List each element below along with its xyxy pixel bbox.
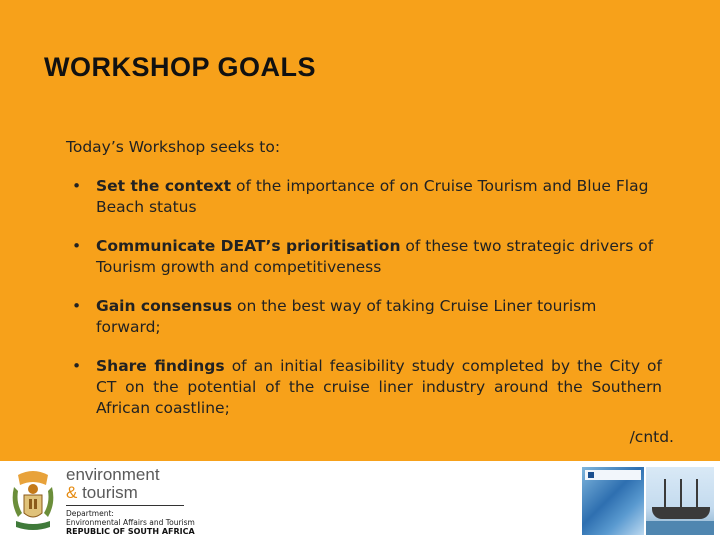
ship-mast (664, 479, 666, 509)
blue-flag-banner (585, 470, 641, 480)
bullet-icon: • (72, 357, 82, 375)
country-name: REPUBLIC OF SOUTH AFRICA (66, 527, 195, 536)
bullet-text: of an initial feasibility study completed by the City of CT on the potential of the cruise liner industry around the Southern African coastline; (96, 357, 662, 417)
list-item (72, 356, 662, 419)
cruise-ship-photo (646, 467, 714, 535)
brand-ampersand: & (66, 483, 78, 502)
dept-name: Environmental Affairs and Tourism (66, 518, 195, 527)
footer (0, 461, 720, 540)
bullet-bold: Communicate DEAT’s prioritisation (96, 237, 401, 255)
bullet-icon: • (72, 297, 82, 315)
bullet-icon: • (72, 237, 82, 255)
bullet-text: on the best way of taking Cruise Liner tourism forward; (96, 297, 597, 336)
divider (66, 505, 184, 506)
blue-flag-beach-photo (582, 467, 644, 535)
list-item (72, 296, 662, 338)
bullet-bold: Share findings (96, 357, 225, 375)
bullet-bold: Gain consensus (96, 297, 233, 315)
list-item (72, 236, 662, 278)
continued-label: /cntd. (629, 428, 674, 446)
coat-of-arms-icon (8, 467, 58, 535)
brand-tourism: tourism (77, 483, 138, 502)
ship-mast (696, 479, 698, 509)
bullet-text: of these two strategic drivers of Tourism growth and competitiveness (96, 237, 654, 276)
goals-list (72, 176, 662, 437)
list-item (72, 176, 662, 218)
slide-title: WORKSHOP GOALS (44, 52, 317, 82)
intro-text: Today’s Workshop seeks to: (66, 138, 281, 156)
brand-line-2 (66, 484, 195, 502)
dept-label: Department: (66, 509, 114, 518)
department-branding (66, 466, 195, 537)
bullet-bold: Set the context (96, 177, 232, 195)
ship-hull (652, 507, 710, 519)
brand-line-1: environment (66, 465, 160, 484)
flag-icon (588, 472, 594, 478)
sea (646, 521, 714, 535)
bullet-icon: • (72, 177, 82, 195)
ship-mast (680, 479, 682, 509)
bullet-text: of the importance of on Cruise Tourism and Blue Flag Beach status (96, 177, 649, 216)
